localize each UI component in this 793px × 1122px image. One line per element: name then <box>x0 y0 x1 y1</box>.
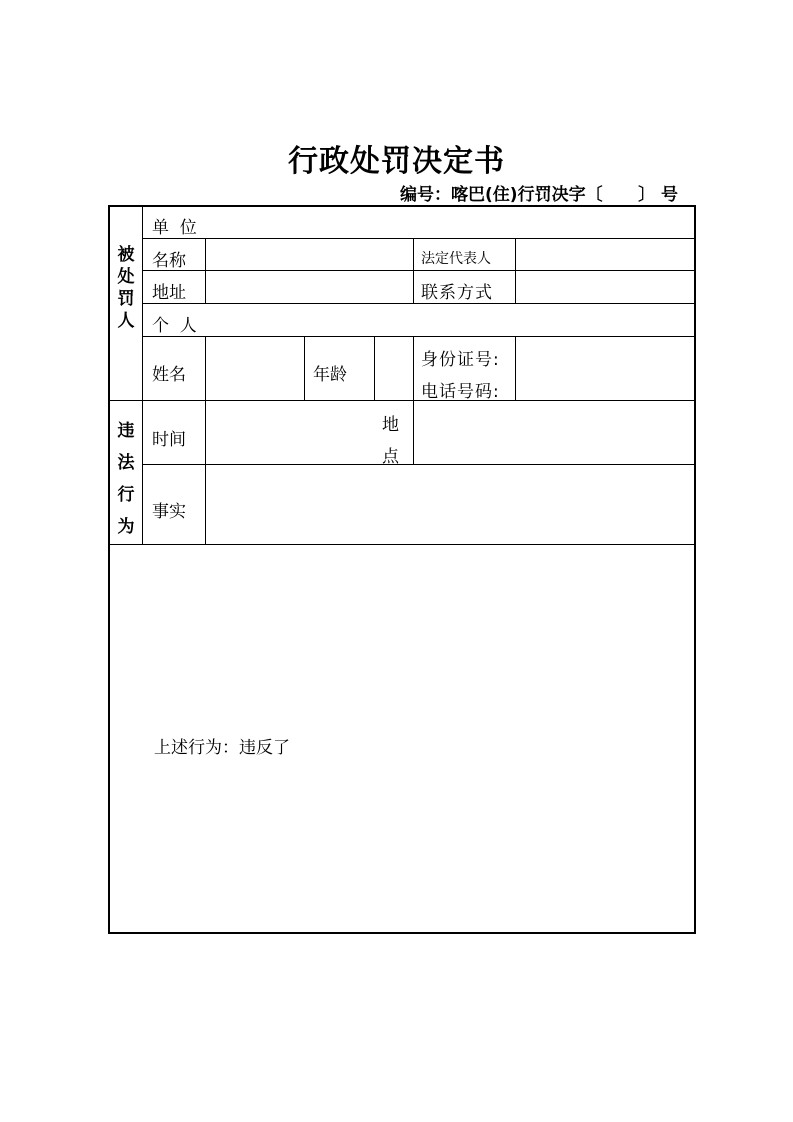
violation-statement: 上述行为：违反了 <box>154 738 290 758</box>
violation-label: 违 法 行 为 <box>117 421 135 537</box>
facts-field[interactable] <box>206 465 696 543</box>
address-label: 地址 <box>152 283 186 303</box>
col-divider <box>413 238 414 303</box>
time-field[interactable] <box>206 401 374 463</box>
legal-rep-label: 法定代表人 <box>421 251 491 267</box>
time-label: 时间 <box>152 430 186 450</box>
facts-label: 事实 <box>152 502 186 522</box>
place-field[interactable] <box>414 401 696 463</box>
name-field[interactable] <box>206 239 412 269</box>
legal-rep-field[interactable] <box>516 239 696 269</box>
unit-header: 单 位 <box>152 218 197 238</box>
contact-label: 联系方式 <box>421 283 493 303</box>
age-label: 年龄 <box>313 365 347 385</box>
name-label: 名称 <box>152 251 186 271</box>
col-divider <box>142 207 143 544</box>
punished-party-label: 被 处 罚 人 <box>117 245 135 331</box>
person-header: 个 人 <box>152 316 197 336</box>
col-divider <box>304 336 305 400</box>
form-table <box>108 205 696 934</box>
row-divider <box>142 303 696 304</box>
person-name-label: 姓名 <box>152 365 186 385</box>
id-label: 身份证号: <box>421 350 500 370</box>
row-divider <box>110 544 696 545</box>
document-number: 编号：喀巴(住)行罚决字〔 〕 号 <box>400 185 678 205</box>
document-title: 行政处罚决定书 <box>288 144 505 179</box>
age-field[interactable] <box>375 337 412 399</box>
person-name-field[interactable] <box>206 337 303 399</box>
id-phone-field[interactable] <box>516 337 696 399</box>
contact-field[interactable] <box>516 271 696 302</box>
address-field[interactable] <box>206 271 412 302</box>
place-label: 地 点 <box>382 415 399 467</box>
phone-label: 电话号码: <box>421 382 500 402</box>
